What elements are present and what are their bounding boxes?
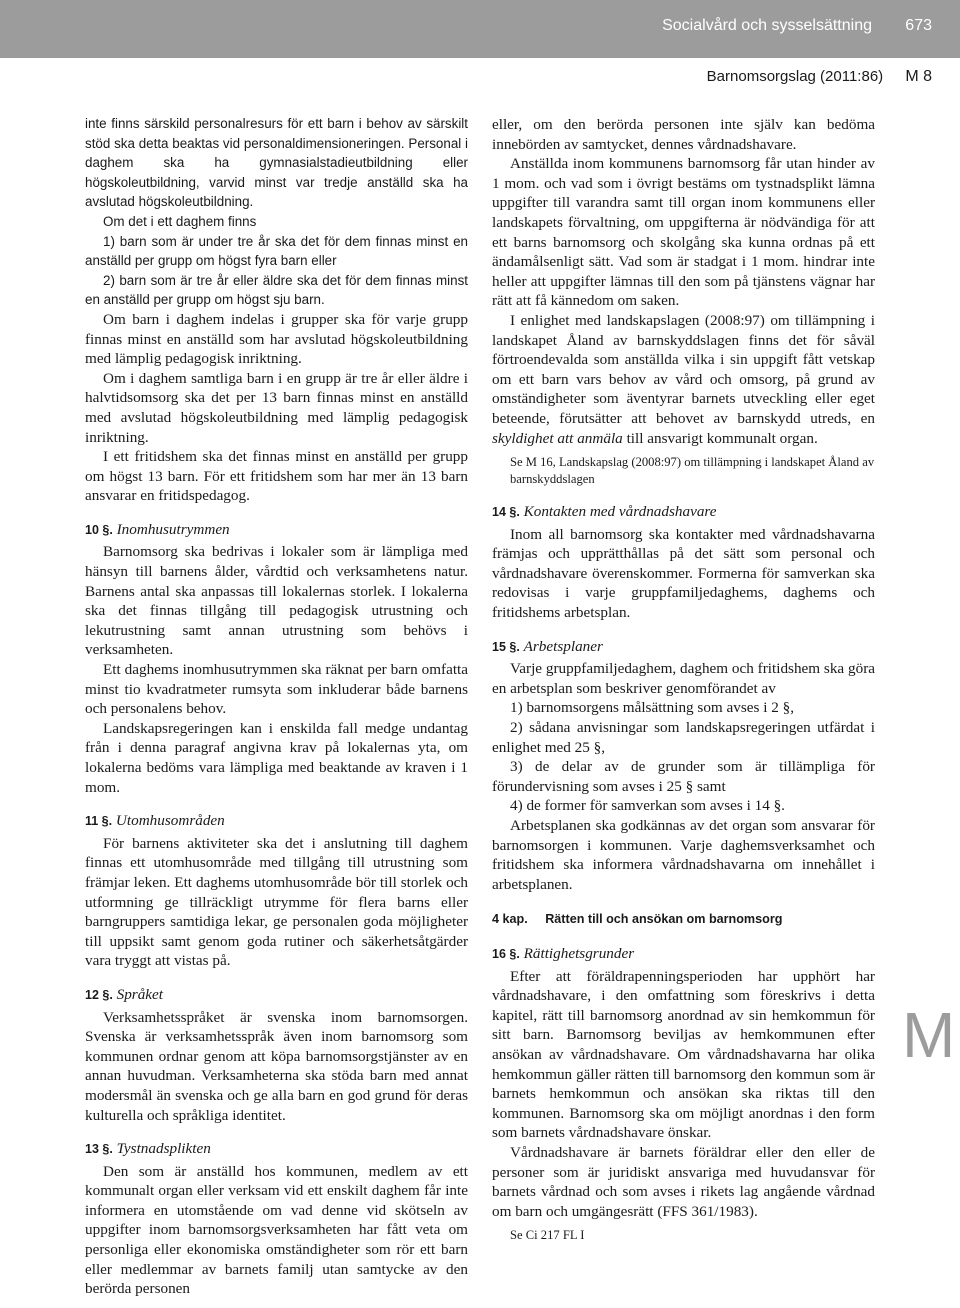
paragraph: För barnens aktiviteter ska det i anslutning till daghem finnas ett utomhusområde med tillgång till utrustning som främjar leken. Ett daghems utomhusområde bör till storlek och utformning ge tillräckligt utrymme för flera barns eller barngruppers samtidiga lekar, ge personalen goda möjligheter till uppsikt samt genom goda rutiner och säkerhetsåtgärder vara tryggt att vistas på.	[85, 834, 468, 970]
section-heading: Arbetsplaner	[523, 637, 603, 655]
list-item: 2) barn som är tre år eller äldre ska det för dem finnas minst en anställd per grupp om högst sju barn.	[85, 272, 468, 308]
list-item: 2) sådana anvisningar som landskapsregeringen utfärdat i enlighet med 25 §,	[492, 719, 875, 756]
paragraph: eller, om den berörda personen inte själv kan bedöma innebörden av samtycket, dennes vårdnadshavare.	[492, 116, 875, 153]
page-number: 673	[905, 17, 932, 34]
paragraph: Vårdnadshavare är barnets föräldrar eller den eller de personer som är juridiskt ansvariga med huvudansvar för barnets vårdnad och som avses i rikets lag angående vårdnad om barn och umgängesrätt (FFS 361/1983).	[492, 1143, 875, 1220]
section-heading: Språket	[116, 985, 164, 1003]
section-number: 15 §.	[492, 639, 520, 654]
section-10-header	[85, 520, 468, 541]
section-heading: Rättighetsgrunder	[523, 944, 635, 962]
cross-reference-note: Se Ci 217 FL I	[510, 1228, 585, 1243]
section-number: 13 §.	[85, 1142, 113, 1157]
paragraph: inte finns särskild personalresurs för ett barn i behov av särskilt stöd ska detta beaktas vid personaldimensioneringen. Personal i daghem ska ha gymnasialstadieutbildning eller högskoleutbildning, varvid minst var tredje anställd ska ha avslutad högskoleutbildning.	[85, 116, 468, 210]
paragraph: Verksamhetsspråket är svenska inom barnomsorgen. Svenska är verksamhetsspråk även inom barnomsorg som kommunen ordnar genom att köpa barnomsorgstjänster av en annan huvudman. Verksamheterna ska stöda barn med annat modersmål än svenska och ge alla barn en god grund för deras kulturella och språkliga identitet.	[85, 1008, 468, 1124]
text-run: I enlighet med landskapslagen (2008:97) om tillämpning i landskapet Åland av barnskyddslagen finns det för såväl förtroendevalda som anställda vilka i sin uppgift fått vetskap om ett barn vars behov av vård och omsorg, på grund av omständigheter som äventyrar barnets utveckling eller eget beteende, förutsätter att behovet av barnskydd utreds, en	[492, 311, 875, 427]
section-number: 12 §.	[85, 987, 113, 1002]
text-run: till ansvarigt kommunalt organ.	[622, 429, 818, 447]
list-item: 1) barnomsorgens målsättning som avses i 2 §,	[510, 699, 795, 717]
section-15-header	[492, 637, 875, 658]
section-heading: Utomhusområden	[115, 812, 225, 830]
section-16-header	[492, 944, 875, 965]
paragraph: Barnomsorg ska bedrivas i lokaler som är lämpliga med hänsyn till barnens ålder, vårdtid och verksamhetens natur. Barnens antal ska anpassas till lokalernas storlek. I lokalerna ska det finnas tillgång till pedagogisk utrustning och lekutrustning samt annan utrustning som behövs i verksamheten.	[85, 543, 468, 659]
section-number: 16 §.	[492, 946, 520, 961]
paragraph: Ett daghems inomhusutrymmen ska räknat per barn omfatta minst tio kvadratmeter rumsyta som inkluderar både barnens och personalens behov.	[85, 661, 468, 718]
section-heading: Tystnadsplikten	[116, 1140, 211, 1158]
left-column	[85, 114, 468, 1299]
section-number: 10 §.	[85, 522, 113, 537]
paragraph: Efter att föräldrapenningsperioden har upphört har vårdnadshavare, i den omfattning som föreskrivs i detta kapitel, rätt till barnomsorg anordnad av sin hemkommun för sitt barn. Barnomsorg beviljas av hemkommunen efter ansökan av vårdnadshavare. Om vårdnadshavarna har olika hemkommun gäller rätten till barnomsorg den kommun som är barnets hemkommun och ansökan ska riktas till den kommunen. Barnomsorg ska om möjligt anordnas i den form som barnets vårdnadshavare önskar.	[492, 967, 875, 1142]
paragraph: Inom all barnomsorg ska kontakter med vårdnadshavarna främjas och upprätthållas på det sätt som personal och vårdnadshavare överenskommer. Formerna för samverkan ska redovisas i varje gruppfamiljedaghems, daghems och fritidshems arbetsplan.	[492, 525, 875, 622]
section-13-header	[85, 1139, 468, 1160]
paragraph: Om det i ett daghem finns	[103, 213, 257, 229]
list-item: 1) barn som är under tre år ska det för dem finnas minst en anställd per grupp om högst fyra barn eller	[85, 233, 468, 269]
book-section-title: Socialvård och sysselsättning	[662, 17, 872, 34]
section-heading: Inomhusutrymmen	[116, 520, 230, 538]
top-bar	[0, 0, 960, 58]
paragraph: Landskapsregeringen kan i enskilda fall medge undantag från i denna paragraf angivna krav på lokalernas yta, om lokalerna bedöms vara lämpliga med beaktande av kraven i 1 mom.	[85, 719, 468, 796]
running-header	[707, 68, 932, 86]
paragraph: Den som är anställd hos kommunen, medlem av ett kommunalt organ eller verksam vid ett enskilt daghem får inte informera en utomstående om vad denne vid skötseln av uppgifter inom barnomsorgsverksamheten har fått veta om personliga eller ekonomiska omständigheter som rör ett barn eller medlemmar av barnets familj utan samtycke av den berörda personen	[85, 1162, 468, 1298]
law-title: Barnomsorgslag (2011:86)	[706, 68, 884, 85]
list-item: 3) de delar av de grunder som är tillämpliga för förundervisning som avses i 25 § samt	[492, 758, 875, 795]
section-11-header	[85, 811, 468, 832]
section-12-header	[85, 985, 468, 1006]
side-section-letter: M	[902, 999, 956, 1071]
section-number: 11 §.	[85, 814, 113, 829]
list-item: 4) de former för samverkan som avses i 14 §.	[510, 797, 785, 815]
cross-reference-note: Se M 16, Landskapslag (2008:97) om tillämpning i landskapet Åland av barnskyddslagen	[510, 455, 875, 487]
chapter-heading	[492, 910, 875, 930]
chapter-title: Rätten till och ansökan om barnomsorg	[545, 912, 783, 927]
section-heading: Kontakten med vårdnadshavare	[523, 503, 717, 521]
section-14-header	[492, 502, 875, 523]
paragraph: I ett fritidshem ska det finnas minst en anställd per grupp om högst 13 barn. För ett fritidshem som har mer än 13 barn ansvarar en fritidspedagog.	[85, 448, 468, 505]
paragraph: Varje gruppfamiljedaghem, daghem och fritidshem ska göra en arbetsplan som beskriver genomförandet av	[492, 660, 875, 697]
italic-term: skyldighet att anmäla	[492, 429, 623, 447]
section-number: 14 §.	[492, 505, 520, 520]
paragraph: Om i daghem samtliga barn i en grupp är tre år eller äldre i halvtidsomsorg ska det per 13 barn finnas minst en anställd med avslutad högskoleutbildning med lämplig pedagogisk inriktning.	[85, 369, 468, 446]
paragraph: Om barn i daghem indelas i grupper ska för varje grupp finnas minst en anställd som har avslutad högskoleutbildning med lämplig pedagogisk inriktning.	[85, 310, 468, 368]
section-tab: M 8	[905, 68, 932, 85]
right-column	[492, 115, 875, 1244]
paragraph	[492, 311, 875, 448]
paragraph: Arbetsplanen ska godkännas av det organ som ansvarar för barnomsorgen i kommunen. Varje daghemsverksamhet och fritidshem ska informera vårdnadshavarna om innehållet i arbetsplanen.	[492, 817, 875, 893]
paragraph: Anställda inom kommunens barnomsorg får utan hinder av 1 mom. och vad som i övrigt bestäms om tystnadsplikt lämna uppgifter till varandra samt till organ inom kommunens eller landskapets förvaltning, om uppgifterna är nödvändiga för att ett barns barnomsorg och skolgång ska kunna ordnas på ett ändamålsenligt sätt. Vad som är stadgat i 1 mom. hindrar inte heller att uppgifter lämnas till den som på tjänstens vägnar har rätt att få kännedom om saken.	[492, 155, 875, 310]
chapter-number: 4 kap.	[492, 912, 528, 927]
